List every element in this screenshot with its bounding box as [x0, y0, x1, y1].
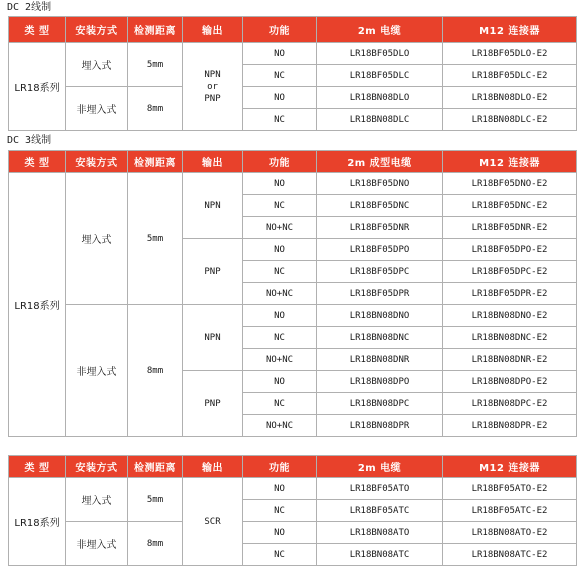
function-cell: NC [243, 544, 317, 566]
m12-model: LR18BF05DLO-E2 [443, 43, 577, 65]
cable-model: LR18BF05ATO [317, 478, 443, 500]
cable-model: LR18BF05DPC [317, 261, 443, 283]
output-cell [183, 43, 243, 131]
m12-model: LR18BN08DPO-E2 [443, 371, 577, 393]
mount-cell: 埋入式 [66, 478, 128, 522]
m12-model: LR18BN08DNR-E2 [443, 349, 577, 371]
header-row [9, 456, 577, 478]
table-row [9, 43, 577, 65]
distance-cell: 5mm [128, 173, 183, 305]
header-output: 输出 [183, 17, 243, 43]
output-pnp: PNP [204, 93, 221, 104]
function-cell: NC [243, 195, 317, 217]
cable-model: LR18BN08DNC [317, 327, 443, 349]
type-cell: LR18系列 [9, 173, 66, 437]
m12-model: LR18BN08DPC-E2 [443, 393, 577, 415]
header-m12: M12 连接器 [443, 17, 577, 43]
header-cable: 2m 成型电缆 [317, 151, 443, 173]
type-cell: LR18系列 [9, 43, 66, 131]
function-cell: NC [243, 327, 317, 349]
cable-model: LR18BF05DPO [317, 239, 443, 261]
function-cell: NO [243, 87, 317, 109]
header-cable: 2m 电缆 [317, 456, 443, 478]
m12-model: LR18BN08ATO-E2 [443, 522, 577, 544]
distance-cell: 5mm [128, 43, 183, 87]
distance-cell: 8mm [128, 87, 183, 131]
distance-cell: 5mm [128, 478, 183, 522]
function-cell: NC [243, 500, 317, 522]
mount-cell: 埋入式 [66, 173, 128, 305]
cable-model: LR18BN08DNR [317, 349, 443, 371]
header-mount: 安装方式 [66, 151, 128, 173]
cable-model: LR18BF05DLO [317, 43, 443, 65]
function-cell: NO [243, 478, 317, 500]
cable-model: LR18BF05DNR [317, 217, 443, 239]
cable-model: LR18BN08DPO [317, 371, 443, 393]
m12-model: LR18BF05DLC-E2 [443, 65, 577, 87]
output-npn: NPN [204, 69, 221, 80]
output-cell: SCR [183, 478, 243, 566]
function-cell: NC [243, 261, 317, 283]
m12-model: LR18BN08DNO-E2 [443, 305, 577, 327]
cable-model: LR18BN08DLC [317, 109, 443, 131]
output-cell: NPN [183, 173, 243, 239]
m12-model: LR18BF05DNR-E2 [443, 217, 577, 239]
header-function: 功能 [243, 151, 317, 173]
m12-model: LR18BN08ATC-E2 [443, 544, 577, 566]
function-cell: NC [243, 109, 317, 131]
table-row [9, 305, 577, 327]
header-mount: 安装方式 [66, 17, 128, 43]
table-row [9, 87, 577, 109]
function-cell: NO+NC [243, 217, 317, 239]
table-row [9, 478, 577, 500]
m12-model: LR18BF05DNC-E2 [443, 195, 577, 217]
output-cell: PNP [183, 239, 243, 305]
m12-model: LR18BF05DPC-E2 [443, 261, 577, 283]
m12-model: LR18BN08DPR-E2 [443, 415, 577, 437]
section-title-2wire: DC 2线制 [7, 2, 52, 13]
function-cell: NO+NC [243, 283, 317, 305]
m12-model: LR18BF05DPR-E2 [443, 283, 577, 305]
header-m12: M12 连接器 [443, 151, 577, 173]
function-cell: NO [243, 239, 317, 261]
function-cell: NO+NC [243, 415, 317, 437]
header-output: 输出 [183, 456, 243, 478]
header-row [9, 151, 577, 173]
header-type: 类 型 [9, 17, 66, 43]
cable-model: LR18BN08DPR [317, 415, 443, 437]
cable-model: LR18BN08ATC [317, 544, 443, 566]
function-cell: NO+NC [243, 349, 317, 371]
header-function: 功能 [243, 17, 317, 43]
header-mount: 安装方式 [66, 456, 128, 478]
section-title-3wire: DC 3线制 [7, 135, 52, 146]
m12-model: LR18BF05ATC-E2 [443, 500, 577, 522]
header-distance: 检测距离 [128, 17, 183, 43]
header-cable: 2m 电缆 [317, 17, 443, 43]
header-output: 输出 [183, 151, 243, 173]
mount-cell: 非埋入式 [66, 87, 128, 131]
m12-model: LR18BF05DPO-E2 [443, 239, 577, 261]
function-cell: NC [243, 393, 317, 415]
distance-cell: 8mm [128, 522, 183, 566]
header-row [9, 17, 577, 43]
output-or: or [207, 81, 218, 92]
distance-cell: 8mm [128, 305, 183, 437]
cable-model: LR18BF05ATC [317, 500, 443, 522]
table-3wire [8, 150, 577, 437]
table-row [9, 522, 577, 544]
header-type: 类 型 [9, 456, 66, 478]
m12-model: LR18BN08DNC-E2 [443, 327, 577, 349]
table-row [9, 173, 577, 195]
output-cell: PNP [183, 371, 243, 437]
mount-cell: 埋入式 [66, 43, 128, 87]
cable-model: LR18BN08ATO [317, 522, 443, 544]
cable-model: LR18BN08DLO [317, 87, 443, 109]
cable-model: LR18BN08DNO [317, 305, 443, 327]
function-cell: NO [243, 522, 317, 544]
function-cell: NO [243, 173, 317, 195]
m12-model: LR18BN08DLC-E2 [443, 109, 577, 131]
mount-cell: 非埋入式 [66, 522, 128, 566]
header-function: 功能 [243, 456, 317, 478]
mount-cell: 非埋入式 [66, 305, 128, 437]
cable-model: LR18BF05DPR [317, 283, 443, 305]
table-scr [8, 455, 577, 566]
function-cell: NO [243, 371, 317, 393]
function-cell: NO [243, 305, 317, 327]
header-distance: 检测距离 [128, 151, 183, 173]
cable-model: LR18BF05DNO [317, 173, 443, 195]
m12-model: LR18BF05DNO-E2 [443, 173, 577, 195]
m12-model: LR18BN08DLO-E2 [443, 87, 577, 109]
m12-model: LR18BF05ATO-E2 [443, 478, 577, 500]
function-cell: NC [243, 65, 317, 87]
function-cell: NO [243, 43, 317, 65]
header-distance: 检测距离 [128, 456, 183, 478]
table-2wire [8, 16, 577, 131]
header-m12: M12 连接器 [443, 456, 577, 478]
output-cell: NPN [183, 305, 243, 371]
cable-model: LR18BF05DLC [317, 65, 443, 87]
cable-model: LR18BF05DNC [317, 195, 443, 217]
header-type: 类 型 [9, 151, 66, 173]
type-cell: LR18系列 [9, 478, 66, 566]
cable-model: LR18BN08DPC [317, 393, 443, 415]
